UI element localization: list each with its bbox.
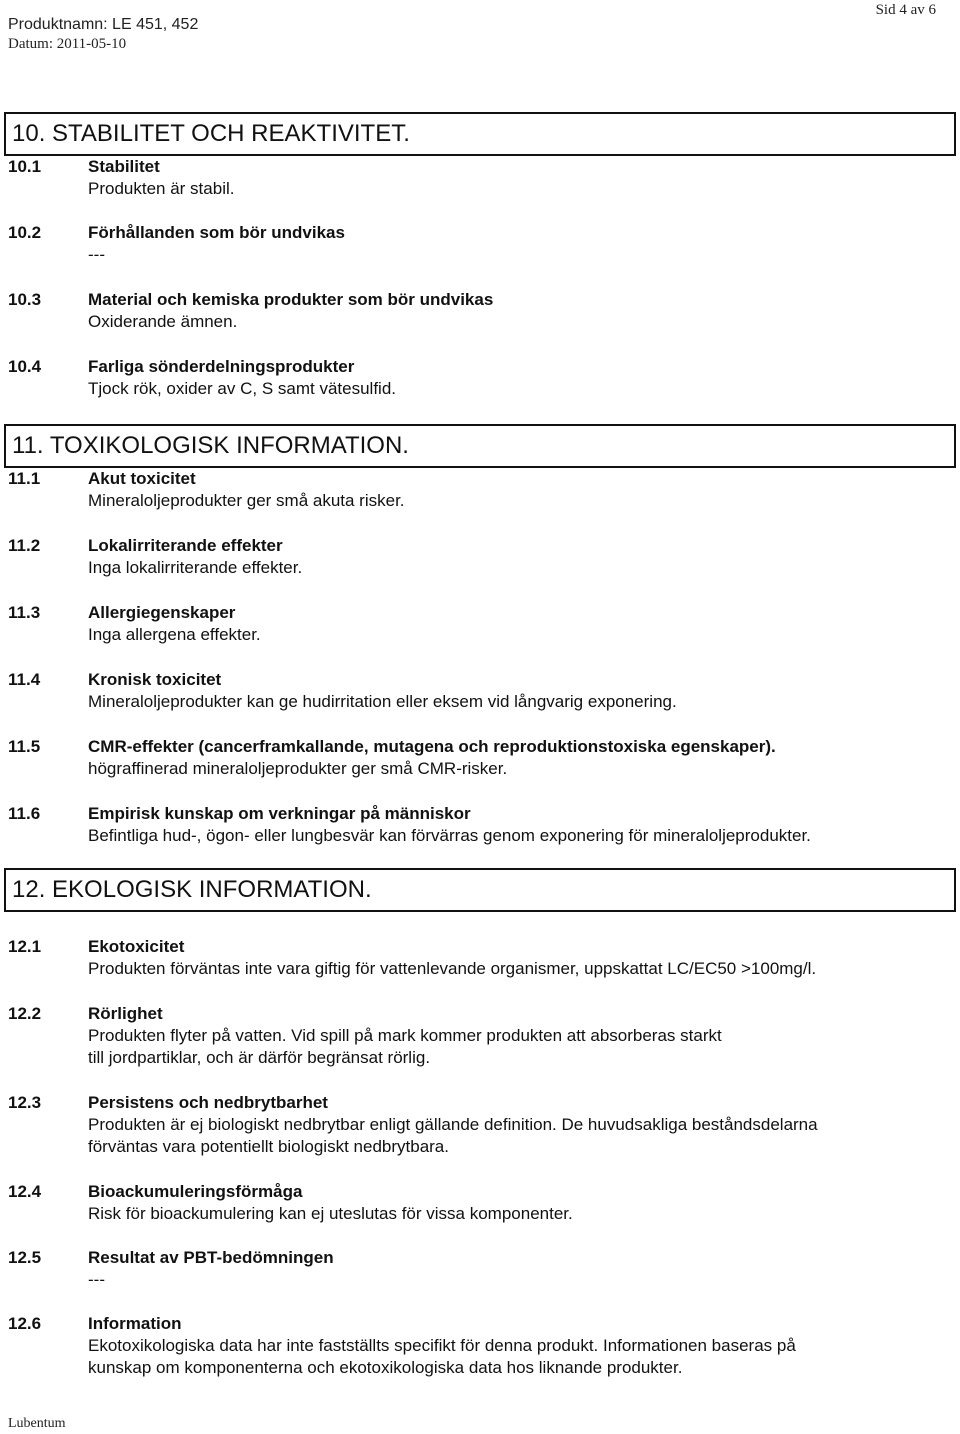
subsection-number: 10.1 bbox=[8, 157, 42, 176]
subsection-text: högraffinerad mineraloljeprodukter ger små CMR-risker. bbox=[88, 759, 508, 778]
subsection-11-6 bbox=[8, 803, 811, 847]
subsection-number: 11.1 bbox=[8, 469, 41, 488]
subsection-text: Risk för bioackumulering kan ej uteslutas för vissa komponenter. bbox=[88, 1204, 573, 1223]
subsection-10-1 bbox=[8, 156, 234, 200]
page-number: Sid 4 av 6 bbox=[875, 2, 936, 18]
subsection-12-5 bbox=[8, 1247, 334, 1291]
subsection-title: Farliga sönderdelningsprodukter bbox=[88, 357, 355, 376]
subsection-text: Mineraloljeprodukter kan ge hudirritation eller eksem vid långvarig exponering. bbox=[88, 692, 677, 711]
subsection-title: Information bbox=[88, 1314, 182, 1333]
subsection-text: Mineraloljeprodukter ger små akuta risker. bbox=[88, 491, 405, 510]
subsection-title: Stabilitet bbox=[88, 157, 160, 176]
subsection-11-2 bbox=[8, 535, 302, 579]
subsection-number: 12.3 bbox=[8, 1093, 42, 1112]
subsection-number: 12.4 bbox=[8, 1182, 42, 1201]
subsection-number: 10.3 bbox=[8, 290, 42, 309]
subsection-10-2 bbox=[8, 222, 345, 266]
subsection-text: Produkten är stabil. bbox=[88, 179, 235, 198]
subsection-title: Allergiegenskaper bbox=[88, 603, 236, 622]
subsection-title: Persistens och nedbrytbarhet bbox=[88, 1093, 328, 1112]
section-11-heading: 11. TOXIKOLOGISK INFORMATION. bbox=[4, 424, 956, 468]
subsection-10-4 bbox=[8, 356, 396, 400]
subsection-title: Rörlighet bbox=[88, 1004, 163, 1023]
subsection-number: 11.6 bbox=[8, 804, 41, 823]
subsection-number: 11.2 bbox=[8, 536, 41, 555]
subsection-text: kunskap om komponenterna och ekotoxikologiska data hos liknande produkter. bbox=[88, 1358, 683, 1377]
subsection-text: förväntas vara potentiellt biologiskt nedbrytbara. bbox=[88, 1137, 449, 1156]
section-12-heading: 12. EKOLOGISK INFORMATION. bbox=[4, 868, 956, 912]
subsection-text: till jordpartiklar, och är därför begränsat rörlig. bbox=[88, 1048, 431, 1067]
subsection-text: Tjock rök, oxider av C, S samt vätesulfid. bbox=[88, 379, 396, 398]
subsection-title: Bioackumuleringsförmåga bbox=[88, 1182, 303, 1201]
subsection-title: Lokalirriterande effekter bbox=[88, 536, 283, 555]
subsection-title: Förhållanden som bör undvikas bbox=[88, 223, 345, 242]
subsection-11-4 bbox=[8, 669, 677, 713]
subsection-number: 11.3 bbox=[8, 603, 41, 622]
subsection-number: 12.2 bbox=[8, 1004, 42, 1023]
subsection-number: 12.6 bbox=[8, 1314, 42, 1333]
subsection-number: 10.2 bbox=[8, 223, 42, 242]
subsection-11-3 bbox=[8, 602, 261, 646]
subsection-number: 12.5 bbox=[8, 1248, 42, 1267]
section-10-heading: 10. STABILITET OCH REAKTIVITET. bbox=[4, 112, 956, 156]
document-date: Datum: 2011-05-10 bbox=[8, 36, 127, 52]
product-name: Produktnamn: LE 451, 452 bbox=[8, 16, 199, 33]
footer-company: Lubentum bbox=[8, 1416, 66, 1431]
subsection-title: CMR-effekter (cancerframkallande, mutagena och reproduktionstoxiska egenskaper). bbox=[88, 737, 776, 756]
subsection-number: 11.5 bbox=[8, 737, 41, 756]
subsection-text: Oxiderande ämnen. bbox=[88, 312, 238, 331]
subsection-title: Empirisk kunskap om verkningar på människor bbox=[88, 804, 471, 823]
subsection-12-3 bbox=[8, 1092, 818, 1158]
subsection-title: Resultat av PBT-bedömningen bbox=[88, 1248, 334, 1267]
subsection-12-6 bbox=[8, 1313, 796, 1379]
subsection-number: 10.4 bbox=[8, 357, 42, 376]
subsection-text: Produkten förväntas inte vara giftig för vattenlevande organismer, uppskattat LC/EC50 >100mg/l. bbox=[88, 959, 817, 978]
subsection-text: Inga lokalirriterande effekter. bbox=[88, 558, 303, 577]
subsection-11-5 bbox=[8, 736, 776, 780]
subsection-text: --- bbox=[88, 245, 105, 264]
subsection-number: 12.1 bbox=[8, 937, 42, 956]
subsection-12-2 bbox=[8, 1003, 722, 1069]
subsection-number: 11.4 bbox=[8, 670, 41, 689]
subsection-12-1 bbox=[8, 936, 816, 980]
subsection-title: Material och kemiska produkter som bör undvikas bbox=[88, 290, 494, 309]
subsection-12-4 bbox=[8, 1181, 573, 1225]
subsection-title: Akut toxicitet bbox=[88, 469, 196, 488]
subsection-text: Produkten är ej biologiskt nedbrytbar enligt gällande definition. De huvudsakliga beståndsdelarna bbox=[88, 1115, 818, 1134]
subsection-title: Kronisk toxicitet bbox=[88, 670, 222, 689]
subsection-11-1 bbox=[8, 468, 405, 512]
subsection-title: Ekotoxicitet bbox=[88, 937, 185, 956]
subsection-text: Befintliga hud-, ögon- eller lungbesvär kan förvärras genom exponering för mineraloljeprodukter. bbox=[88, 826, 811, 845]
subsection-text: Ekotoxikologiska data har inte fastställts specifikt för denna produkt. Informationen baseras på bbox=[88, 1336, 796, 1355]
subsection-text: Produkten flyter på vatten. Vid spill på mark kommer produkten att absorberas starkt bbox=[88, 1026, 722, 1045]
subsection-text: Inga allergena effekter. bbox=[88, 625, 261, 644]
subsection-10-3 bbox=[8, 289, 493, 333]
subsection-text: --- bbox=[88, 1270, 105, 1289]
